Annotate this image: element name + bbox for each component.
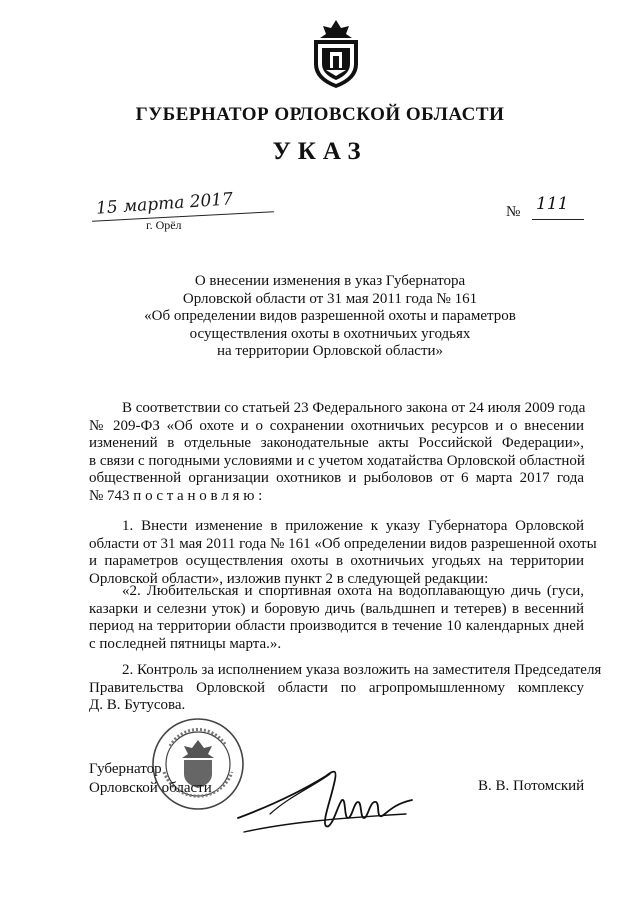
subject-line: Орловской области от 31 мая 2011 года № 161 — [182, 290, 478, 307]
paragraph-line: 2. Контроль за исполнением указа возложить на заместителя Председателя — [122, 662, 602, 678]
intro-paragraph — [89, 400, 584, 505]
paragraph-line: и параметров осуществления охоты в охотничьих угодьях на территории — [89, 553, 584, 569]
signatory-position — [89, 760, 212, 798]
signatory-name: В. В. Потомский — [478, 778, 585, 794]
handwritten-signature — [230, 756, 420, 846]
decree-title: УКАЗ — [272, 138, 368, 165]
handwritten-number: 111 — [536, 194, 569, 214]
quoted-amendment-paragraph — [89, 583, 584, 653]
paragraph-line: в связи с погодными условиями и с учетом ходатайства Орловской областной — [89, 452, 585, 469]
paragraph-line: казарки и селезни уток) и боровую дичь (вальдшнеп и тетерев) в весенний — [89, 600, 584, 617]
paragraph-line: Д. В. Бутусова. — [89, 697, 186, 713]
paragraph-line: № 743 п о с т а н о в л я ю : — [89, 487, 263, 504]
paragraph-line: изменений в отдельные законодательные акты Российской Федерации», — [89, 435, 584, 451]
paragraph-line: № 209-ФЗ «Об охоте и о сохранении охотничьих ресурсов и о внесении — [89, 417, 584, 434]
number-prefix: № — [506, 204, 521, 220]
decree-subject — [120, 273, 540, 361]
position-line: Губернатор — [89, 761, 162, 777]
subject-line: на территории Орловской области» — [216, 343, 444, 359]
item-1-paragraph — [89, 518, 597, 588]
number-underline — [532, 219, 584, 220]
paragraph-line: с последней пятницы марта.». — [89, 635, 282, 652]
paragraph-line: Правительства Орловской области по агропромышленному комплексу — [89, 679, 584, 696]
subject-line: «Об определении видов разрешенной охоты и параметров — [144, 308, 516, 324]
coat-of-arms-emblem — [308, 18, 364, 90]
paragraph-line: области от 31 мая 2011 года № 161 «Об определении видов разрешенной охоты — [89, 535, 597, 552]
paragraph-line: В соответствии со статьей 23 Федерального закона от 24 июля 2009 года — [122, 400, 586, 416]
paragraph-line: 1. Внести изменение в приложение к указу Губернатора Орловской — [122, 518, 584, 534]
item-2-paragraph — [89, 662, 602, 715]
paragraph-line: «2. Любительская и спортивная охота на водоплавающую дичь (гуси, — [122, 583, 584, 599]
governor-title: ГУБЕРНАТОР ОРЛОВСКОЙ ОБЛАСТИ — [135, 104, 505, 125]
paragraph-line: период на территории области производится в течение 10 календарных дней — [89, 618, 584, 634]
handwritten-date: 15 марта 2017 — [95, 189, 234, 219]
subject-line: О внесении изменения в указ Губернатора — [194, 273, 466, 289]
subject-line: осуществления охоты в охотничьих угодьях — [189, 325, 471, 342]
paragraph-line: Орловской области», изложив пункт 2 в следующей редакции: — [89, 570, 489, 587]
position-line: Орловской области — [89, 780, 212, 796]
paragraph-line: общественной организации охотников и рыболовов от 6 марта 2017 года — [89, 470, 584, 486]
city-label: г. Орёл — [146, 218, 182, 232]
